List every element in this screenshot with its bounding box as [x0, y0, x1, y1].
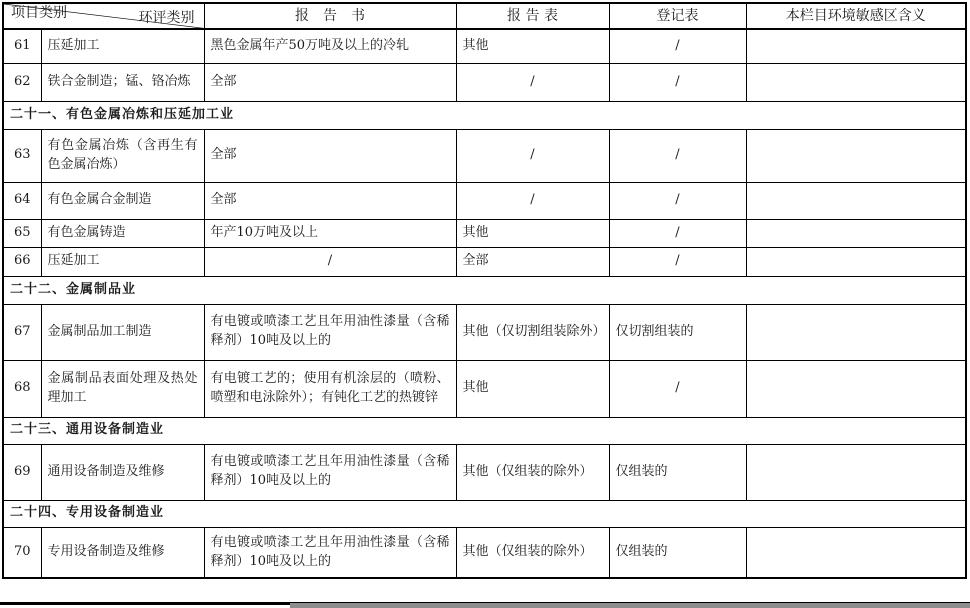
row-number: 66 — [3, 247, 41, 276]
registration-form-cell: 仅组装的 — [609, 444, 746, 500]
report-form-cell: 其他 — [456, 360, 609, 417]
report-book-cell: 有电镀或喷漆工艺且年用油性漆量（含稀释剂）10吨及以上的 — [204, 444, 456, 500]
registration-form-cell: / — [609, 247, 746, 276]
report-form-cell: 其他（仅组装的除外） — [456, 444, 609, 500]
sensitive-area-cell — [746, 304, 966, 360]
sensitive-area-cell — [746, 247, 966, 276]
table-row — [3, 527, 966, 578]
registration-form-cell: 仅切割组装的 — [609, 304, 746, 360]
section-title: 二十一、有色金属冶炼和压延加工业 — [3, 101, 966, 129]
registration-form-cell: / — [609, 219, 746, 247]
row-number: 63 — [3, 129, 41, 182]
table-row — [3, 129, 966, 182]
report-book-cell: 全部 — [204, 63, 456, 101]
report-form-cell: / — [456, 63, 609, 101]
section-row — [3, 417, 966, 444]
report-form-cell: 其他（仅组装的除外） — [456, 527, 609, 578]
section-title: 二十三、通用设备制造业 — [3, 417, 966, 444]
sensitive-area-cell — [746, 444, 966, 500]
report-form-cell: 其他（仅切割组装除外） — [456, 304, 609, 360]
report-form-cell: / — [456, 129, 609, 182]
registration-form-cell: / — [609, 360, 746, 417]
row-number: 69 — [3, 444, 41, 500]
registration-form-cell: 仅组装的 — [609, 527, 746, 578]
report-form-cell: 全部 — [456, 247, 609, 276]
report-book-cell: 全部 — [204, 129, 456, 182]
registration-form-cell: / — [609, 29, 746, 63]
scan-shadow-strip — [290, 603, 970, 608]
sensitive-area-cell — [746, 29, 966, 63]
project-category-cell: 有色金属铸造 — [41, 219, 204, 247]
sensitive-area-cell — [746, 129, 966, 182]
sensitive-area-cell — [746, 360, 966, 417]
row-number: 65 — [3, 219, 41, 247]
table-row — [3, 247, 966, 276]
row-number: 62 — [3, 63, 41, 101]
report-book-cell: 有电镀或喷漆工艺且年用油性漆量（含稀释剂）10吨及以上的 — [204, 304, 456, 360]
report-form-cell: 其他 — [456, 219, 609, 247]
table-row — [3, 304, 966, 360]
table-body — [3, 29, 966, 578]
table-row — [3, 182, 966, 219]
report-form-cell: 其他 — [456, 29, 609, 63]
project-category-cell: 通用设备制造及维修 — [41, 444, 204, 500]
project-category-cell: 有色金属冶炼（含再生有色金属冶炼） — [41, 129, 204, 182]
section-title: 二十四、专用设备制造业 — [3, 500, 966, 527]
row-number: 61 — [3, 29, 41, 63]
report-book-cell: 有电镀工艺的；使用有机涂层的（喷粉、喷塑和电泳除外）；有钝化工艺的热镀锌 — [204, 360, 456, 417]
report-book-cell: 黑色金属年产50万吨及以上的冷轧 — [204, 29, 456, 63]
header-eia-category-label: 环评类别 — [138, 10, 195, 26]
report-book-cell: 全部 — [204, 182, 456, 219]
registration-form-cell: / — [609, 129, 746, 182]
section-title: 二十二、金属制品业 — [3, 276, 966, 304]
header-project-category-label: 项目类别 — [11, 5, 67, 21]
report-book-cell: / — [204, 247, 456, 276]
table-row — [3, 219, 966, 247]
table-row — [3, 360, 966, 417]
project-category-cell: 铁合金制造；锰、铬冶炼 — [41, 63, 204, 101]
table-header-row — [3, 3, 966, 29]
project-category-cell: 有色金属合金制造 — [41, 182, 204, 219]
project-category-cell: 压延加工 — [41, 247, 204, 276]
project-category-cell: 专用设备制造及维修 — [41, 527, 204, 578]
sensitive-area-cell — [746, 219, 966, 247]
project-category-cell: 压延加工 — [41, 29, 204, 63]
section-row — [3, 101, 966, 129]
row-number: 67 — [3, 304, 41, 360]
registration-form-cell: / — [609, 182, 746, 219]
report-form-cell: / — [456, 182, 609, 219]
row-number: 70 — [3, 527, 41, 578]
table-row — [3, 29, 966, 63]
project-category-cell: 金属制品加工制造 — [41, 304, 204, 360]
table-row — [3, 444, 966, 500]
project-category-cell: 金属制品表面处理及热处理加工 — [41, 360, 204, 417]
row-number: 64 — [3, 182, 41, 219]
header-report-book: 报 告 书 — [204, 3, 456, 29]
row-number: 68 — [3, 360, 41, 417]
header-registration-form: 登记表 — [609, 3, 746, 29]
table-row — [3, 63, 966, 101]
report-book-cell: 年产10万吨及以上 — [204, 219, 456, 247]
header-report-form: 报 告 表 — [456, 3, 609, 29]
diagonal-header-cell — [3, 3, 204, 29]
section-row — [3, 276, 966, 304]
registration-form-cell: / — [609, 63, 746, 101]
section-row — [3, 500, 966, 527]
sensitive-area-cell — [746, 63, 966, 101]
sensitive-area-cell — [746, 527, 966, 578]
sensitive-area-cell — [746, 182, 966, 219]
report-book-cell: 有电镀或喷漆工艺且年用油性漆量（含稀释剂）10吨及以上的 — [204, 527, 456, 578]
eia-category-table — [2, 2, 967, 579]
header-sensitive-area-meaning: 本栏目环境敏感区含义 — [746, 3, 966, 29]
